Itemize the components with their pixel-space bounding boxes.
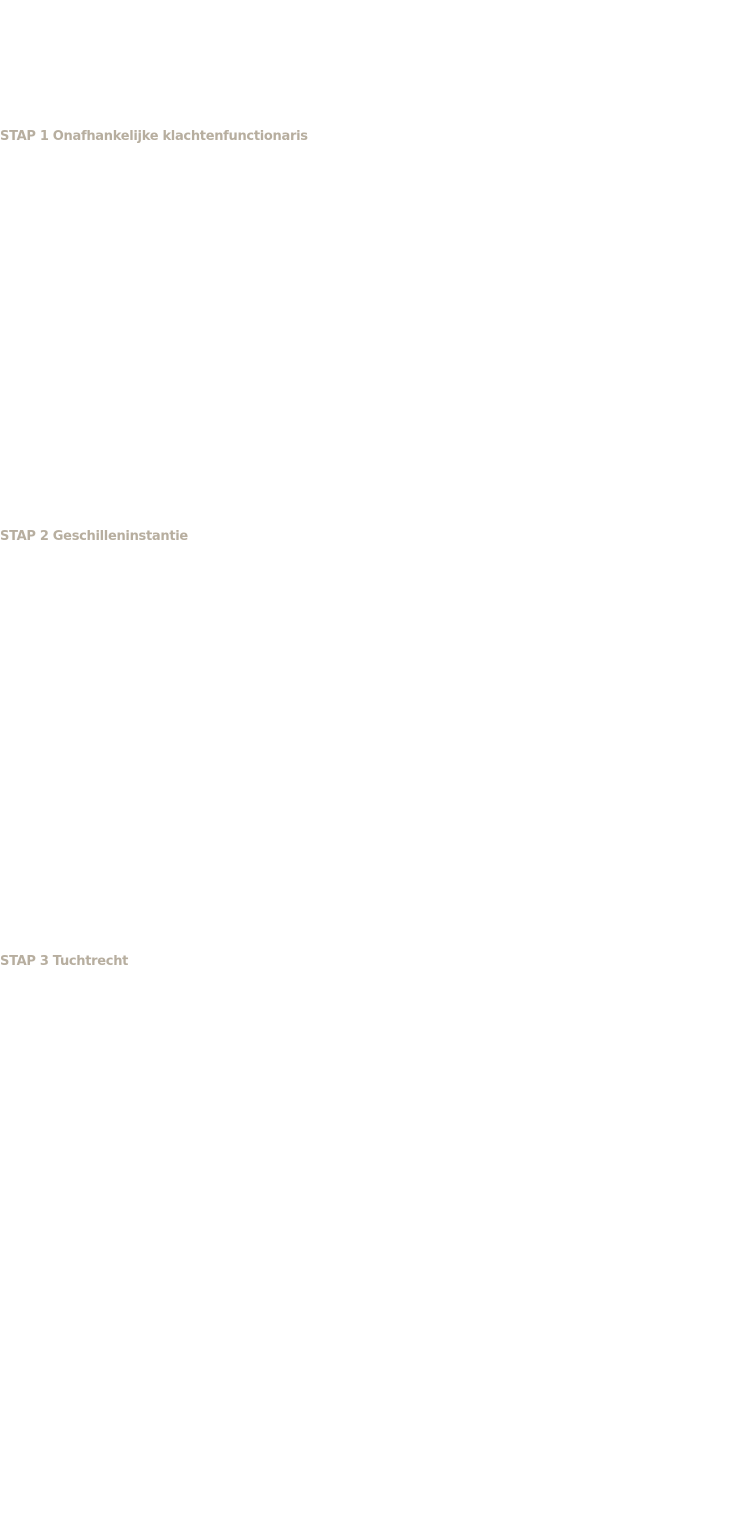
step-1-section <box>0 129 730 509</box>
step-1-content <box>0 145 730 505</box>
step-2-content <box>0 545 730 935</box>
step-3-section <box>0 954 730 1514</box>
step-2-section <box>0 529 730 939</box>
step-3-heading: STAP 3 Tuchtrecht <box>0 954 129 969</box>
step-2-heading: STAP 2 Geschilleninstantie <box>0 529 188 544</box>
step-1-heading: STAP 1 Onafhankelijke klachtenfunctionaris <box>0 129 308 144</box>
step-3-content <box>0 970 730 1510</box>
